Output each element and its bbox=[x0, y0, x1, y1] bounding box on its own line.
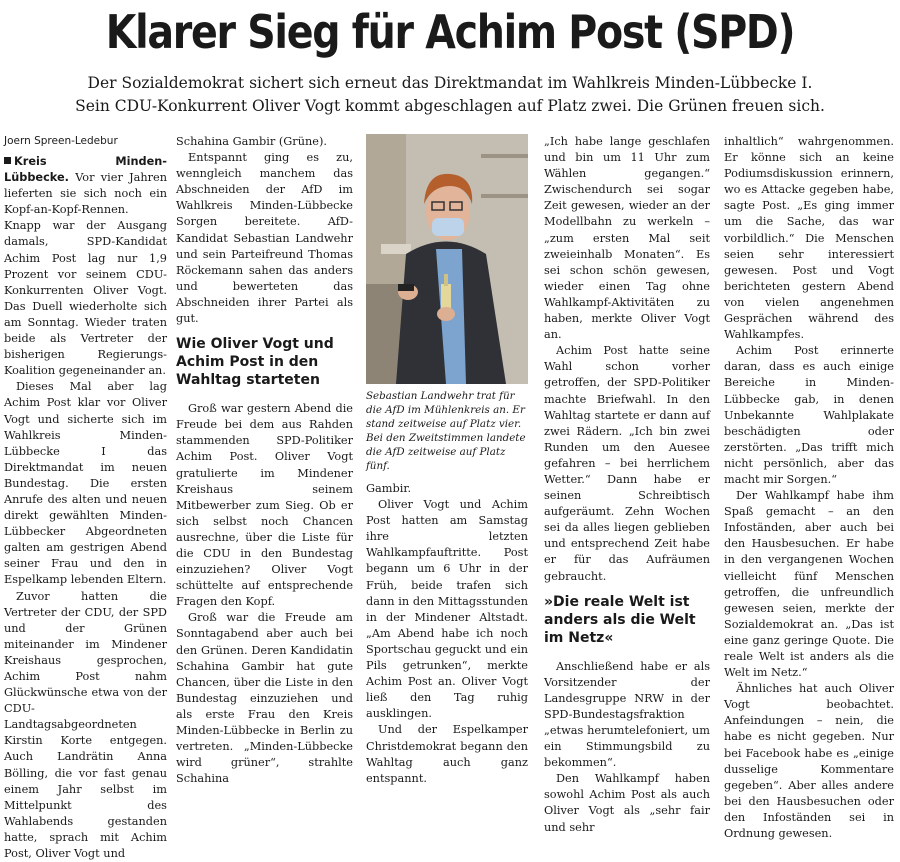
paragraph: Der Wahlkampf habe ihm Spaß gemacht – an den Infoständen, aber auch bei den Hausbesuchen. Er habe in den vergangenen Wochen vielleicht fünf Menschen getroffen, die unfreundlich gewesen seien, merkte der Sozialdemokrat an. „Das ist eine ganz geringe Quote. Die reale Welt ist anders als die Welt im Netz.“ bbox=[724, 489, 894, 680]
paragraph: Achim Post hatte seine Wahl schon vorher getroffen, der SPD-Politiker machte Briefwahl. In den Wahltag startete er dann auf zwei Rädern. „Ich bin zwei Runden um den Auesee gefahren – bei herrlichem Wetter.“ Dann habe er seinen Schreibtisch aufgeräumt. Zehn Wochen sei da alles liegen geblieben und entsprechend Zeit habe er für das Aufräumen gebraucht. bbox=[544, 344, 710, 583]
paragraph: Ähnliches hat auch Oliver Vogt beobachtet. Anfeindungen – nein, die habe es nicht gegeben. Nur bei Facebook habe es „einige dusselige Kommentare gegeben“. Aber alles andere bei den Hausbesuchen oder den Infoständen sei in Ordnung gewesen. bbox=[724, 682, 894, 841]
paragraph: inhaltlich“ wahrgenommen. Er könne sich an keine Podiumsdiskussion erinnern, wo es Attacke gegeben habe, sagte Post. „Es ging immer um die Sache, das war vorbildlich.“ Die Menschen seien sehr interessiert gewesen. Post und Vogt berichteten gestern Abend von vielen angenehmen Gesprächen während des Wahlkampfes. bbox=[724, 135, 894, 342]
paragraph: Gambir. bbox=[366, 482, 412, 495]
paragraph: Entspannt ging es zu, wenngleich manchem das Abschneiden der AfD im Wahlkreis Minden-Lübbecke Sorgen bereitete. AfD-Kandidat Sebastian Landwehr und sein Parteifreund Thomas Röckemann sahen das anders und bewerteten das Abschneiden ihrer Partei als gut. bbox=[176, 151, 353, 326]
headline: Klarer Sieg für Achim Post (SPD) bbox=[105, 5, 795, 59]
paragraph: Und der Espelkamper Christdemokrat begann den Wahltag auch ganz entspannt. bbox=[366, 723, 528, 785]
paragraph: Zuvor hatten die Vertreter der CDU, der SPD und der Grünen miteinander im Mindener Kreishaus gesprochen, Achim Post nahm Glückwünsche etwa von der CDU-Landtagsabgeordneten Kirstin Korte entgegen. Auch Landrätin Anna Bölling, die vor fast genau einem Jahr selbst im Mittelpunkt des Wahlabends gestanden hatte, sprach mit Achim Post, Oliver Vogt und bbox=[4, 589, 167, 861]
column-5 bbox=[724, 134, 894, 842]
column-1 bbox=[4, 134, 167, 862]
square-bullet-icon bbox=[4, 157, 11, 164]
photo-sebastian-landwehr bbox=[366, 134, 528, 384]
paragraph: Anschließend habe er als Vorsitzender der Landesgruppe NRW in der SPD-Bundestagsfraktion „etwas herumtelefoniert, um ein Stimmungsbild zu bekommen“. bbox=[544, 659, 710, 770]
crosshead: Wie Oliver Vogt und Achim Post in den Wahltag starteten bbox=[176, 336, 334, 389]
paragraph: Groß war gestern Abend die Freude bei dem aus Rahden stammenden SPD-Politiker Achim Post. Oliver Vogt gratulierte im Mindener Kreishaus seinem Mitbewerber zum Sieg. Ob er sich selbst noch Chancen ausrechne, über die Liste für die CDU in den Bundestag einzuziehen? Oliver Vogt schüttelte auf entsprechende Fragen den Kopf. bbox=[176, 402, 353, 609]
author: Joern Spreen-Ledebur bbox=[4, 135, 118, 147]
paragraph: Dieses Mal aber lag Achim Post klar vor Oliver Vogt und sicherte sich im Wahlkreis Minden-Lübbecke I das Direktmandat im neuen Bundestag. Die ersten Anrufe des alten und neuen direkt gewählten Minden-Lübbecker Abgeordneten galten am gestrigen Abend seiner Frau und den in Espelkamp lebenden Eltern. bbox=[4, 380, 167, 587]
paragraph bbox=[4, 154, 167, 379]
column-2 bbox=[176, 134, 353, 787]
crosshead: »Die reale Welt ist anders als die Welt im Netz« bbox=[544, 593, 696, 646]
subheadline-line-1: Der Sozialdemokrat sichert sich erneut das Direktmandat im Wahlkreis Minden-Lübbecke I. bbox=[87, 74, 813, 92]
paragraph: Achim Post erinnerte daran, dass es auch einige Bereiche in Minden-Lübbecke gab, in denen Unbekannte Wahlplakate beschädigten oder zerstörten. „Das trifft mich nicht persönlich, aber das macht mir Sorgen.“ bbox=[724, 344, 894, 486]
paragraph: Schahina Gambir (Grüne). bbox=[176, 135, 327, 148]
photo-illustration bbox=[366, 134, 528, 384]
column-4 bbox=[544, 134, 710, 836]
paragraph: Groß war die Freude am Sonntagabend aber auch bei den Grünen. Deren Kandidatin Schahina Gambir hat gute Chancen, über die Liste in den Bundestag einzuziehen und als erste Frau den Kreis Minden-Lübbecke in Berlin zu vertreten. „Minden-Lübbecke wird grüner“, strahlte Schahina bbox=[176, 611, 353, 786]
paragraph: „Ich habe lange geschlafen und bin um 11 Uhr zum Wählen gegangen.“ Zwischendurch sei sogar Zeit gewesen, wieder an der Modellbahn zu werkeln – „zum ersten Mal seit zweieinhalb Monaten“. Es sei schon schön gewesen, wieder einen Tag ohne Wahlkampf-Aktivitäten zu haben, merkte Oliver Vogt an. bbox=[544, 135, 710, 342]
column-3 bbox=[366, 134, 528, 787]
paragraph: Oliver Vogt und Achim Post hatten am Samstag ihre letzten Wahlkampfauftritte. Post begann um 6 Uhr in der Früh, beide trafen sich dann in den Mittagsstunden in der Mindener Altstadt. „Am Abend habe ich noch Sportschau geguckt und ein Pils getrunken“, merkte Achim Post an. Oliver Vogt ließ den Tag ruhig ausklingen. bbox=[366, 498, 528, 721]
subheadline-line-2: Sein CDU-Konkurrent Oliver Vogt kommt abgeschlagen auf Platz zwei. Die Grünen freuen sich. bbox=[75, 97, 825, 115]
photo-caption: Sebastian Landwehr trat für die AfD im Mühlenkreis an. Er stand zeitweise auf Platz vier. Bei den Zweitstimmen landete die AfD zeitweise auf Platz fünf. bbox=[366, 390, 526, 472]
paragraph-text: Vor vier Jahren lieferten sie sich noch ein Kopf-an-Kopf-Rennen. Knapp war der Ausgang damals, SPD-Kandidat Achim Post lag nur 1,9 Prozent vor seinem CDU-Konkurrenten Oliver Vogt. Das Duell wiederholte sich am Sonntag. Wieder traten beide als Vertreter der bisherigen Regierungs-Koalition gegeneinander an. bbox=[4, 171, 167, 378]
paragraph: Den Wahlkampf haben sowohl Achim Post als auch Oliver Vogt als „sehr fair und sehr bbox=[544, 772, 710, 834]
dateline: Kreis Minden-Lübbecke. bbox=[4, 155, 167, 185]
